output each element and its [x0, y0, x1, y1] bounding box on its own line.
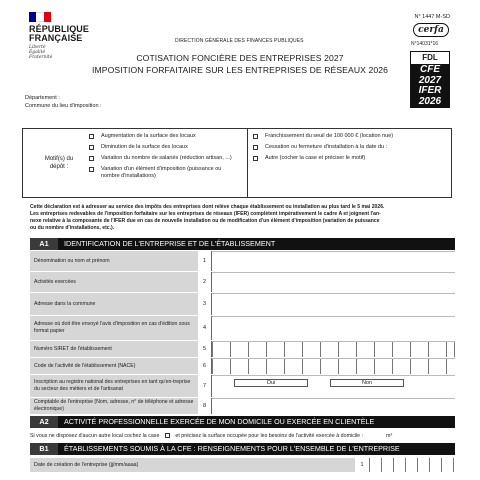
- filing-reason-box: [22, 128, 452, 198]
- table-row: Activités exercées 2: [30, 272, 455, 292]
- company-name-input[interactable]: [212, 251, 455, 271]
- reason-option[interactable]: Diminution de la surface des locaux: [89, 144, 241, 151]
- form-title: COTISATION FONCIÈRE DES ENTREPRISES 2027: [136, 53, 344, 63]
- home-activity-checkbox[interactable]: [165, 433, 170, 438]
- republic-title: RÉPUBLIQUE FRANÇAISE: [29, 24, 90, 43]
- table-row: Numéro SIRET de l'établissement 5: [30, 341, 455, 357]
- non-checkbox[interactable]: Non: [330, 379, 404, 387]
- crafts-register-field: [212, 375, 455, 397]
- checkbox[interactable]: [89, 134, 94, 139]
- form-type-badge: CFE 2027 IFER 2026: [411, 64, 449, 107]
- table-row: Inscription au registre national des entreprises en tant qu'en-treprise du secteur des métiers et de l'artisanat 7 Oui Non: [30, 375, 455, 397]
- accountant-input[interactable]: [212, 398, 455, 414]
- checkbox[interactable]: [253, 156, 258, 161]
- reason-option[interactable]: Franchissement du seuil de 100 000 € (location nue): [253, 133, 449, 140]
- activities-input[interactable]: [212, 272, 455, 292]
- section-a1-header: A1 IDENTIFICATION DE L'ENTREPRISE ET DE L'ÉTABLISSEMENT: [30, 238, 455, 250]
- checkbox[interactable]: [253, 145, 258, 150]
- table-row: Date de création de l'entreprise (jj/mm/aaaa) 1: [30, 458, 455, 472]
- reason-option[interactable]: Autre (cocher la case et préciser le motif): [253, 155, 449, 162]
- french-flag-icon: [29, 12, 51, 22]
- section-b1-header: B1 ÉTABLISSEMENTS SOUMIS À LA CFE : RENSEIGNEMENTS POUR L'ENSEMBLE DE L'ENTREPRISE: [30, 443, 455, 455]
- siret-input[interactable]: [212, 341, 455, 357]
- instructions-text: Cette déclaration est à adresser au service des impôts des entreprises dont relève chaque établissement ou installation au plus tard le 5 mai 2026. Les entreprises redevables de l'imposition forfaitaire sur les entreprises de réseaux (IFER) complètent impérativement le cadre A et joignent l'an- nexe relative à la composante de l'IFER due en cas de nouvelle installation ou de modification d'un élément d'imposition (variation de puissance ou du nombre d'installations, etc.).: [30, 204, 385, 231]
- section-a2-header: A2 ACTIVITÉ PROFESSIONNELLE EXERCÉE DE MON DOMICILE OU EXERCÉE EN CLIENTÈLE: [30, 416, 455, 428]
- checkbox[interactable]: [89, 167, 94, 172]
- cerfa-logo: cerfa: [413, 23, 449, 37]
- home-activity-row: Si vous ne disposez d'aucun autre local cochez la case et précisez la surface occupée pour les besoins de l'activité exercée à domicile : m²: [30, 433, 393, 439]
- form-subtitle: IMPOSITION FORFAITAIRE SUR LES ENTREPRISES DE RÉSEAUX 2026: [92, 65, 388, 75]
- form-type-box: [410, 51, 450, 108]
- fdl-label: FDL: [411, 52, 449, 64]
- direction-name: DIRECTION GÉNÉRALE DES FINANCES PUBLIQUES: [175, 38, 304, 44]
- reason-option[interactable]: Augmentation de la surface des locaux: [89, 133, 241, 140]
- filing-reason-right: [253, 133, 449, 166]
- checkbox[interactable]: [89, 156, 94, 161]
- checkbox[interactable]: [253, 134, 258, 139]
- reason-option[interactable]: Variation d'un élément d'imposition (puissance ou nombre d'installations): [89, 166, 241, 180]
- address-input[interactable]: [212, 293, 455, 315]
- cerfa-number: N°14031*16: [411, 41, 439, 47]
- republic-motto: Liberté Égalité Fraternité: [29, 45, 53, 60]
- checkbox[interactable]: [89, 145, 94, 150]
- department-field[interactable]: Département :: [25, 95, 60, 101]
- reason-option[interactable]: Variation du nombre de salariés (réduction artisan, ...): [89, 155, 241, 162]
- mailing-address-input[interactable]: [212, 316, 455, 340]
- table-row: Adresse où doit être envoyé l'avis d'imposition en cas d'édition sous format papier 4: [30, 316, 455, 340]
- commune-field[interactable]: Commune du lieu d'imposition :: [25, 103, 102, 109]
- filing-reason-label: Motif(s) du dépôt :: [44, 156, 74, 170]
- form-number: N° 1447 M-SD: [414, 14, 450, 20]
- creation-date-input[interactable]: [369, 458, 455, 472]
- reason-option[interactable]: Cessation ou fermeture d'installation à la date du :: [253, 144, 449, 151]
- table-row: Comptable de l'entreprise (Nom, adresse, n° de téléphone et adresse électronique) 8: [30, 398, 455, 414]
- oui-checkbox[interactable]: Oui: [234, 379, 308, 387]
- table-row: Code de l'activité de l'établissement (NACE) 6: [30, 358, 455, 374]
- nace-code-input[interactable]: [212, 358, 455, 374]
- filing-reason-left: [89, 133, 241, 184]
- table-row: Dénomination ou nom et prénom 1: [30, 251, 455, 271]
- table-row: Adresse dans la commune 3: [30, 293, 455, 315]
- divider: [247, 129, 248, 197]
